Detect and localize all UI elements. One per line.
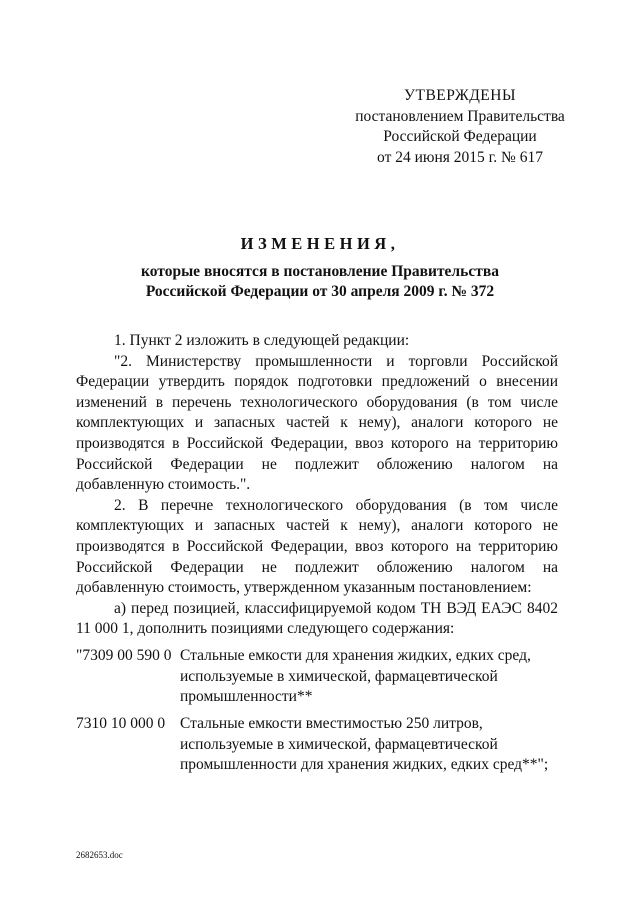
document-subtitle-line: Российской Федерации от 30 апреля 2009 г. № 372 [145, 283, 495, 300]
position-description-line: промышленности** [180, 688, 313, 705]
position-description-line: промышленности для хранения жидких, едких сред**"; [180, 756, 549, 773]
position-description-line: используемые в химической, фармацевтической [180, 667, 498, 685]
position-code: 7310 10 000 0 [76, 715, 166, 732]
document-body [76, 331, 558, 640]
position-description-line: Стальные емкости для хранения жидких, едких сред, [180, 647, 531, 664]
position-row [76, 714, 560, 776]
paragraph-item-2: 2. В перечне технологического оборудования (в том числе комплектующих и запасных частей к нему), аналоги которого не производятся в Российской Федерации, ввоз которого на территорию Российской Федерации не подлежит обложению налогом на добавленную стоимость, утвержденном указанным постановлением: [76, 496, 558, 597]
paragraph-item-1: 1. Пункт 2 изложить в следующей редакции: [114, 332, 410, 349]
position-code: "7309 00 590 0 [76, 647, 172, 664]
paragraph-quoted-text: "2. Министерству промышленности и торговли Российской Федерации утвердить порядок подготовки предложений о внесении изменений в перечень технологического оборудования (в том числе комплектующих и запасных частей к нему), аналоги которого не производятся в Российской Федерации, ввоз которого на территорию Российской Федерации не подлежит обложению налогом на добавленную стоимость.". [76, 352, 558, 494]
position-row [76, 646, 560, 708]
approval-line: Российской Федерации [383, 128, 537, 145]
document-title: ИЗМЕНЕНИЯ, [240, 234, 400, 253]
position-description-line: используемые в химической, фармацевтической [180, 735, 498, 753]
approval-block [340, 86, 580, 168]
document-subtitle [100, 262, 540, 302]
approval-date-line: от 24 июня 2015 г. № 617 [377, 148, 543, 166]
position-description-line: Стальные емкости вместимостью 250 литров, [180, 715, 483, 732]
approval-title: УТВЕРЖДЕНЫ [404, 87, 516, 104]
approval-line: постановлением Правительства [355, 107, 565, 125]
paragraph-subitem-a: а) перед позицией, классифицируемой кодом ТН ВЭД ЕАЭС 8402 11 000 1, дополнить позициями следующего содержания: [76, 599, 558, 638]
document-subtitle-line: которые вносятся в постановление Правительства [141, 263, 499, 280]
position-description [180, 646, 560, 708]
footer-filename: 2682653.doc [76, 850, 123, 860]
position-description [180, 714, 560, 776]
